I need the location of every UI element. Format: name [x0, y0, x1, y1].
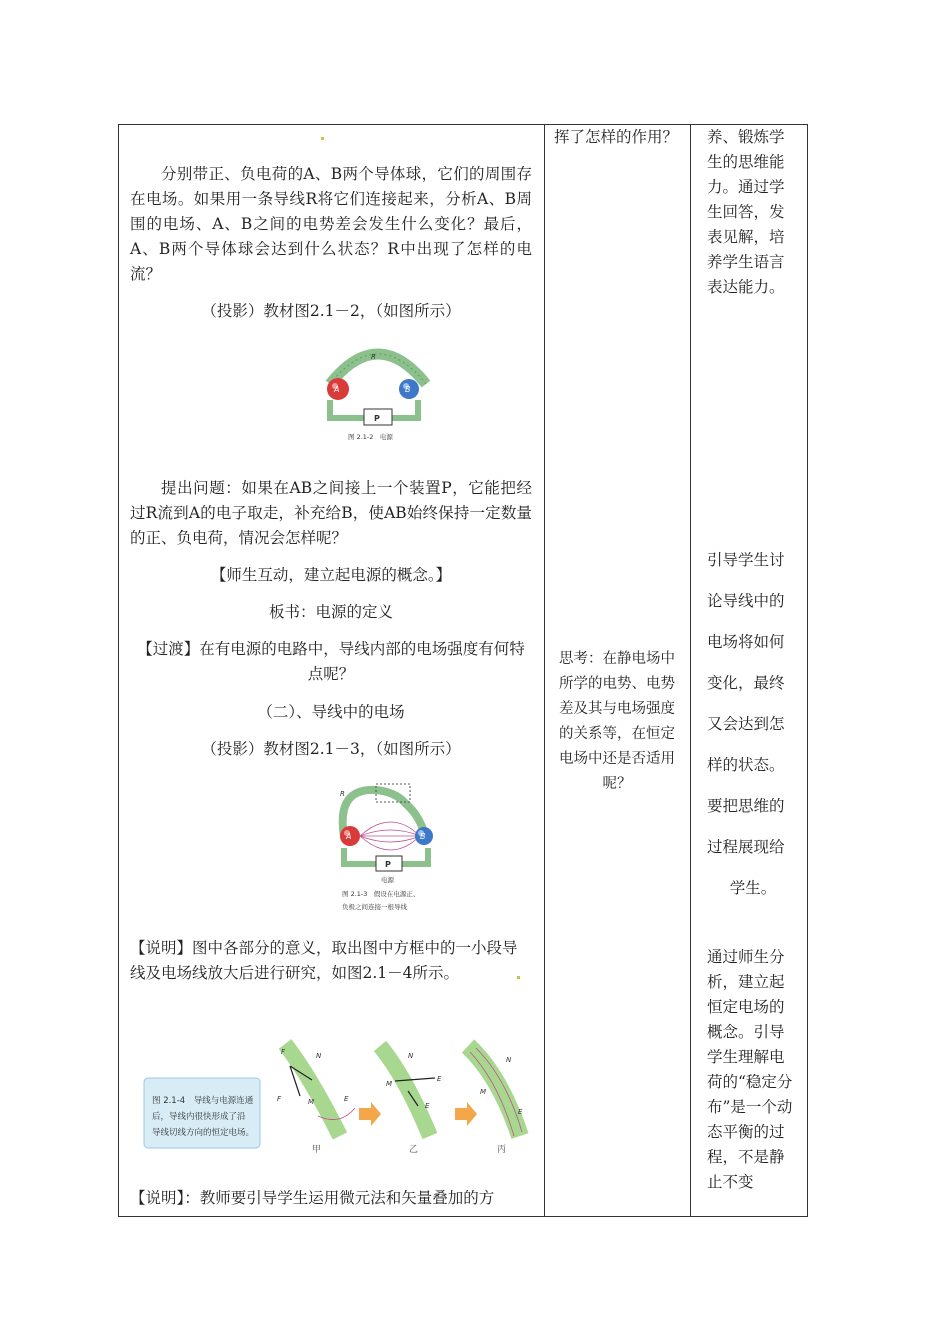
- svg-text:M: M: [308, 1098, 315, 1106]
- fig3-box-line-2: 后，导线内很快形成了沿: [152, 1112, 246, 1122]
- design-intent-middle: [707, 540, 799, 909]
- fig2-caption-2: 图 2.1-3 假设在电源正、: [342, 890, 420, 898]
- explanation-paragraph-2: 【说明】：教师要引导学生运用微元法和矢量叠加的方: [130, 1189, 495, 1207]
- svg-text:N: N: [506, 1056, 512, 1064]
- design-intent-line: 引导学生讨: [707, 551, 785, 569]
- figure-wire-field: [336, 778, 456, 916]
- design-intent-line: 论导线中的: [707, 592, 785, 610]
- design-intent-line: 学生。: [729, 879, 777, 897]
- column-divider-1: [544, 125, 545, 1216]
- student-activity-top: 挥了怎样的作用？: [553, 128, 678, 146]
- question-paragraph: 提出问题：如果在AB之间接上一个装置P，它能把经过R流到A的电子取走，补充给B，使AB始终保持一定数量的正、负电荷，情况会怎样呢？: [130, 479, 532, 547]
- fig3-label-bing: 丙: [497, 1145, 507, 1155]
- design-intent-line: 电场将如何: [707, 633, 785, 651]
- projection-caption-1: （投影）教材图2.1－2，（如图所示）: [201, 302, 461, 320]
- design-intent-line: 样的状态。: [707, 756, 785, 774]
- fig3-box-line-1: 图 2.1-4 导线与电源连通: [152, 1096, 254, 1106]
- interaction-heading: 【师生互动，建立起电源的概念。】: [210, 566, 452, 584]
- fig2-label-b: B: [420, 832, 426, 841]
- fig1-label-r: R: [371, 353, 376, 361]
- stray-dot: [321, 137, 324, 140]
- stray-dot: [517, 976, 520, 979]
- design-intent-bottom: 通过师生分析，建立起恒定电场的概念。引导学生理解电荷的“稳定分布”是一个动态平衡的过程，不是静止不变: [707, 948, 793, 1191]
- svg-text:N: N: [408, 1052, 414, 1060]
- figure-power-source-1: [318, 338, 438, 448]
- fig3-label-yi: 乙: [409, 1145, 419, 1155]
- design-intent-line: 又会达到怎: [707, 715, 785, 733]
- student-thinking: 思考：在静电场中所学的电势、电势差及其与电场强度的关系等，在恒定电场中还是否适用呢？: [559, 651, 675, 792]
- fig2-caption-3: 负极之间连接一根导线: [342, 903, 407, 911]
- svg-text:E: E: [344, 1095, 349, 1103]
- fig2-caption-1: 电源: [381, 876, 394, 884]
- design-intent-top: 养、锻炼学生的思维能力。通过学生回答，发表见解，培养学生语言表达能力。: [707, 128, 785, 296]
- fig1-label-a: A: [334, 385, 340, 394]
- svg-text:E: E: [518, 1108, 523, 1116]
- fig2-label-p: P: [385, 860, 391, 869]
- fig1-label-p: P: [374, 414, 380, 423]
- explanation-paragraph-1: 【说明】图中各部分的意义，取出图中方框中的一小段导线及电场线放大后进行研究，如图2.1－4所示。: [130, 939, 518, 982]
- svg-text:E: E: [437, 1075, 442, 1083]
- svg-text:M: M: [386, 1080, 393, 1088]
- design-intent-line: 要把思维的: [707, 797, 785, 815]
- fig1-label-b: B: [405, 385, 411, 394]
- fig1-caption: 图 2.1-2 电源: [348, 433, 393, 441]
- svg-text:E: E: [425, 1102, 430, 1110]
- column-divider-2: [690, 125, 691, 1216]
- svg-text:F: F: [281, 1048, 286, 1056]
- fig2-label-r: R: [340, 790, 345, 798]
- svg-text:F: F: [277, 1095, 282, 1103]
- section-heading: （二）、导线中的电场: [257, 703, 405, 721]
- fig3-label-jia: 甲: [312, 1145, 322, 1155]
- fig2-label-a: A: [346, 832, 352, 841]
- figure-constant-field: [140, 1036, 540, 1166]
- svg-text:M: M: [480, 1088, 487, 1096]
- design-intent-line: 变化，最终: [707, 674, 785, 692]
- intro-paragraph: 分别带正、负电荷的A、B两个导体球，它们的周围存在电场。如果用一条导线R将它们连接起来，分析A、B周围的电场、A、B之间的电势差会发生什么变化？最后，A、B两个导体球会达到什么状态？R中出现了怎样的电流？: [130, 165, 532, 283]
- design-intent-line: 过程展现给: [707, 838, 785, 856]
- svg-text:N: N: [316, 1052, 322, 1060]
- board-note: 板书：电源的定义: [268, 603, 393, 621]
- fig3-box-line-3: 导线切线方向的恒定电场。: [152, 1128, 255, 1138]
- transition-paragraph: 【过渡】在有电源的电路中，导线内部的电场强度有何特点呢？: [137, 640, 525, 683]
- projection-caption-2: （投影）教材图2.1－3，（如图所示）: [201, 740, 461, 758]
